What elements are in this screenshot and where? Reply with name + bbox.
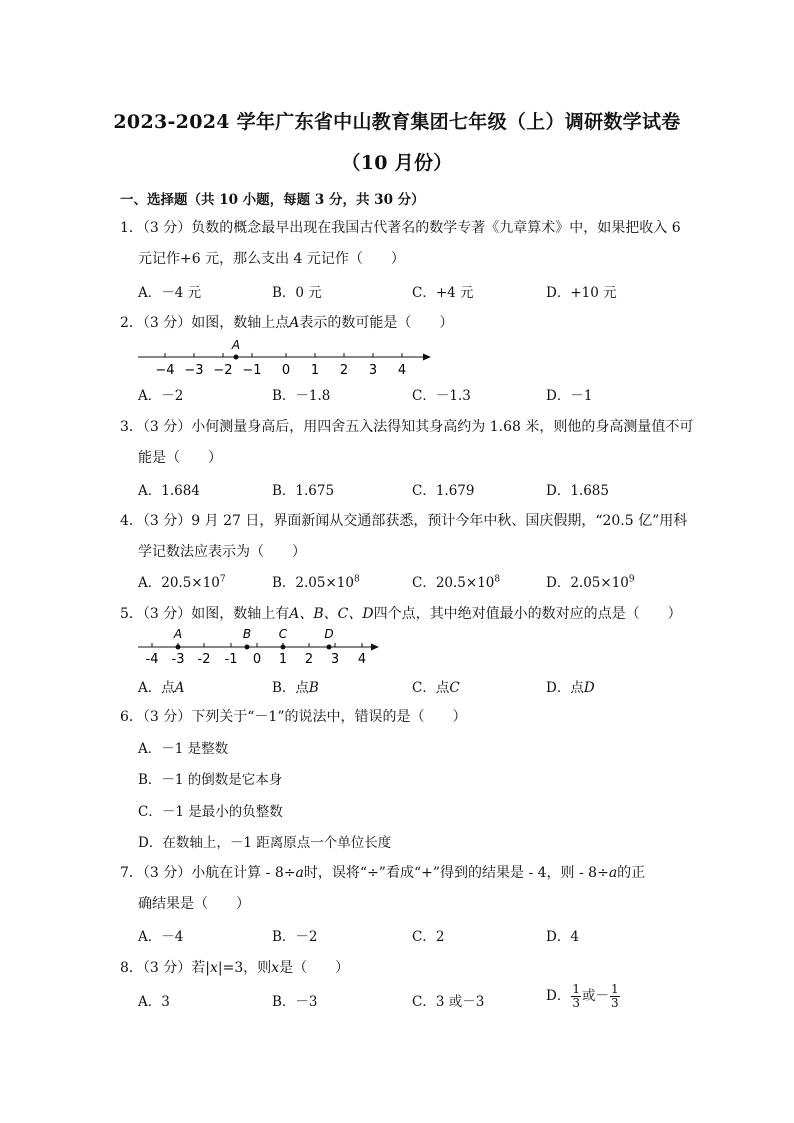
q4-option-b-exp: 8 [353, 574, 360, 585]
q4-option-b-base: B．2.05×10 [272, 575, 354, 591]
q2-stem [120, 312, 453, 332]
q1-option-a: A．－4 元 [138, 285, 202, 301]
q5-option-a-var: A [174, 680, 185, 696]
q2-option-b: B．－1.8 [272, 388, 331, 404]
q2-tick-label: 0 [281, 363, 291, 378]
q5-tick-label: 1 [278, 652, 288, 667]
q5-option-a [138, 676, 185, 696]
q8-frac2-num: 1 [610, 982, 619, 996]
q8-frac2-den: 3 [610, 996, 619, 1010]
section-heading: 一、选择题（共 10 小题，每题 3 分，共 30 分） [120, 192, 425, 208]
q8-option-b: B．－3 [272, 994, 318, 1010]
q2-stem-post: 表示的数可能是（ ） [299, 315, 454, 331]
q5-stem-points: A、B、C、D [289, 606, 374, 622]
page-subtitle: （10 月份） [341, 152, 453, 174]
q6-option-d: D．在数轴上，－1 距离原点一个单位长度 [138, 835, 392, 851]
q8-frac1-num: 1 [572, 982, 580, 996]
q5-point-a [176, 645, 181, 650]
q5-number-line [130, 624, 390, 670]
q5-stem-post: 四个点，其中绝对值最小的数对应的点是（ ） [373, 606, 682, 622]
q5-point-label: B [242, 627, 252, 641]
q2-axis-arrow [423, 354, 431, 361]
q4-option-a [138, 571, 226, 591]
q5-axis-arrow [371, 644, 379, 651]
q8-var-x-2: x [271, 960, 280, 976]
q4-option-a-base: A．20.5×10 [138, 575, 220, 591]
q5-tick-label: -1 [224, 652, 238, 667]
q7-var-a: a [295, 865, 304, 881]
q7-var-a-2: a [608, 865, 618, 881]
q5-option-c-var: C [449, 680, 460, 696]
q3-stem-line2: 能是（ ） [138, 450, 222, 466]
q8-option-d-pre: D． [546, 988, 571, 1004]
q1-option-d: D．+10 元 [546, 285, 617, 301]
q5-tick-label: 2 [304, 652, 314, 667]
q5-point-label: C [278, 627, 288, 641]
q2-tick-label: 3 [368, 363, 378, 378]
q5-option-a-pre: A．点 [138, 680, 175, 696]
q2-stem-pre: 2．（3 分）如图，数轴上点 [120, 315, 290, 331]
q2-tick-label: 4 [397, 363, 407, 378]
q5-tick-label: -2 [197, 652, 211, 667]
q5-stem-pre: 5．（3 分）如图，数轴上有 [120, 606, 290, 622]
q5-option-c [412, 676, 460, 696]
q2-point-a [234, 355, 239, 360]
q5-option-d-pre: D．点 [546, 680, 584, 696]
q5-tick-label: 4 [357, 652, 367, 667]
q7-stem-mid: 时，误将“÷”看成“+”得到的结果是 - 4，则 - 8÷ [303, 865, 609, 881]
q5-tick-label: -3 [171, 652, 185, 667]
q8-option-d [546, 983, 621, 1010]
q7-option-d: D．4 [546, 929, 579, 945]
q8-option-d-mid: 或－ [581, 988, 609, 1004]
q2-option-c: C．－1.3 [412, 388, 471, 404]
q5-tick-label: 3 [330, 652, 340, 667]
q5-point-label: D [324, 627, 334, 641]
q8-stem [120, 957, 349, 977]
q1-option-b: B．0 元 [272, 285, 322, 301]
q2-stem-point: A [289, 315, 300, 331]
q4-option-c-base: C．20.5×10 [412, 575, 495, 591]
q3-stem-line1: 3．（3 分）小何测量身高后，用四舍五入法得知其身高约为 1.68 米，则他的身高测量值不可 [120, 419, 694, 435]
q6-stem: 6．（3 分）下列关于“－1”的说法中，错误的是（ ） [120, 709, 467, 725]
q6-option-a: A．－1 是整数 [138, 741, 229, 757]
page-title: 2023-2024 学年广东省中山教育集团七年级（上）调研数学试卷 [113, 111, 681, 133]
q5-option-b-var: B [308, 680, 319, 696]
q4-option-b [272, 571, 360, 591]
q5-point-d [327, 645, 332, 650]
q4-option-d [546, 571, 635, 591]
q2-tick-label: 1 [310, 363, 320, 378]
q8-var-x: x [209, 960, 218, 976]
q3-option-d: D．1.685 [546, 483, 609, 499]
q7-option-a: A．－4 [138, 929, 184, 945]
q8-stem-post: 是（ ） [279, 960, 350, 976]
q1-stem-line1: 1．（3 分）负数的概念最早出现在我国古代著名的数学专著《九章算术》中，如果把收入 6 [120, 220, 681, 236]
q5-option-d-var: D [583, 680, 595, 696]
q8-stem-pre: 8．（3 分）若| [120, 960, 210, 976]
q1-option-c: C．+4 元 [412, 285, 474, 301]
q8-fraction-1 [571, 983, 581, 1010]
q3-option-a: A．1.684 [138, 483, 200, 499]
q5-option-d [546, 676, 595, 696]
q4-stem-line2: 学记数法应表示为（ ） [138, 544, 306, 560]
q4-option-d-exp: 9 [628, 574, 635, 585]
q5-point-label: A [173, 627, 183, 641]
q5-option-b-pre: B．点 [272, 680, 309, 696]
q4-option-d-base: D．2.05×10 [546, 575, 629, 591]
q7-option-b: B．－2 [272, 929, 318, 945]
q7-stem-line1 [120, 862, 645, 882]
q5-point-b [245, 645, 250, 650]
q5-option-b [272, 676, 319, 696]
q2-option-d: D．－1 [546, 388, 593, 404]
q2-tick-label: −2 [213, 363, 233, 378]
q7-stem-line2: 确结果是（ ） [138, 896, 250, 912]
q2-point-a-label: A [231, 338, 241, 352]
q4-stem-line1: 4．（3 分）9 月 27 日，界面新闻从交通部获悉，预计今年中秋、国庆假期，“20.5 亿”用科 [120, 513, 688, 529]
q2-tick-label: −4 [155, 363, 175, 378]
q5-tick-label: 0 [252, 652, 262, 667]
q2-option-a: A．－2 [138, 388, 184, 404]
q7-stem-post: 的正 [617, 865, 646, 881]
q3-option-c: C．1.679 [412, 483, 475, 499]
q4-option-a-exp: 7 [219, 574, 226, 585]
q1-stem-line2: 元记作+6 元，那么支出 4 元记作（ ） [138, 251, 405, 267]
q8-frac1-den: 3 [572, 996, 580, 1010]
q2-tick-label: 2 [339, 363, 349, 378]
q2-number-line [130, 336, 440, 382]
q6-option-c: C．－1 是最小的负整数 [138, 804, 283, 820]
q2-tick-label: −3 [184, 363, 204, 378]
q8-fraction-2 [610, 983, 620, 1010]
q8-option-c: C．3 或－3 [412, 994, 485, 1010]
q7-stem-pre: 7．（3 分）小航在计算 - 8÷ [120, 865, 296, 881]
q7-option-c: C．2 [412, 929, 445, 945]
q6-option-b: B．－1 的倒数是它本身 [138, 772, 283, 788]
q4-option-c-exp: 8 [494, 574, 501, 585]
q3-option-b: B．1.675 [272, 483, 335, 499]
q4-option-c [412, 571, 500, 591]
q5-tick-label: -4 [145, 652, 159, 667]
q2-tick-label: −1 [242, 363, 262, 378]
q5-option-c-pre: C．点 [412, 680, 450, 696]
q5-point-c [281, 645, 286, 650]
q8-option-a: A．3 [138, 994, 170, 1010]
q5-stem [120, 603, 682, 623]
q8-stem-mid: |=3，则 [217, 960, 272, 976]
q2-ticks [165, 353, 402, 357]
